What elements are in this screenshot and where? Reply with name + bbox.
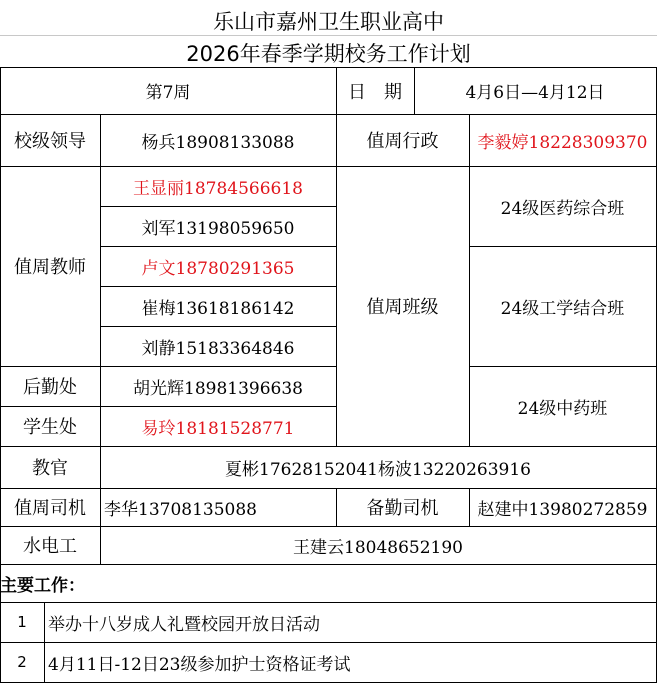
date-label: 日 期 [348, 81, 402, 103]
driver-value: 李华13708135088 [104, 499, 257, 520]
logistics-value: 胡光辉18981396638 [133, 378, 303, 399]
teacher-item: 刘静15183364846 [141, 338, 295, 359]
teacher-item: 王显丽18784566618 [133, 178, 303, 199]
class-item: 24级工学结合班 [500, 298, 625, 319]
instructor-label: 教官 [32, 458, 68, 479]
date-range: 4月6日—4月12日 [465, 83, 605, 103]
week-number: 第7周 [145, 83, 191, 103]
teacher-item: 卢文18780291365 [141, 258, 295, 279]
task-text: 4月11日-12日23级参加护士资格证考试 [48, 654, 351, 675]
leader-label: 校级领导 [14, 131, 86, 152]
leader-value: 杨兵18908133088 [141, 132, 295, 153]
driver-label: 值周司机 [14, 498, 86, 519]
title-plan: 2026年春季学期校务工作计划 [186, 42, 471, 66]
admin-value: 李毅婷18228309370 [477, 132, 648, 153]
teacher-item: 崔梅13618186142 [141, 298, 295, 319]
task-text: 举办十八岁成人礼暨校园开放日活动 [48, 614, 320, 635]
teacher-item: 刘军13198059650 [141, 218, 295, 239]
title-school: 乐山市嘉州卫生职业高中 [213, 10, 444, 34]
electrician-value: 王建云18048652190 [293, 537, 463, 558]
backup-driver-label: 备勤司机 [366, 498, 439, 519]
electrician-label: 水电工 [23, 536, 77, 557]
instructor-value: 夏彬17628152041杨波13220263916 [225, 459, 531, 480]
backup-driver-value: 赵建中13980272859 [477, 499, 648, 520]
logistics-label: 后勤处 [23, 377, 77, 398]
class-label: 值周班级 [366, 297, 439, 318]
main-work-label: 主要工作： [0, 575, 85, 596]
admin-label: 值周行政 [366, 131, 439, 152]
student-office-value: 易玲18181528771 [141, 418, 295, 439]
class-item: 24级医药综合班 [500, 198, 625, 219]
class-item: 24级中药班 [517, 398, 608, 419]
task-number: 2 [17, 653, 27, 671]
student-office-label: 学生处 [23, 417, 77, 438]
teachers-label: 值周教师 [14, 257, 86, 278]
task-number: 1 [17, 613, 27, 631]
